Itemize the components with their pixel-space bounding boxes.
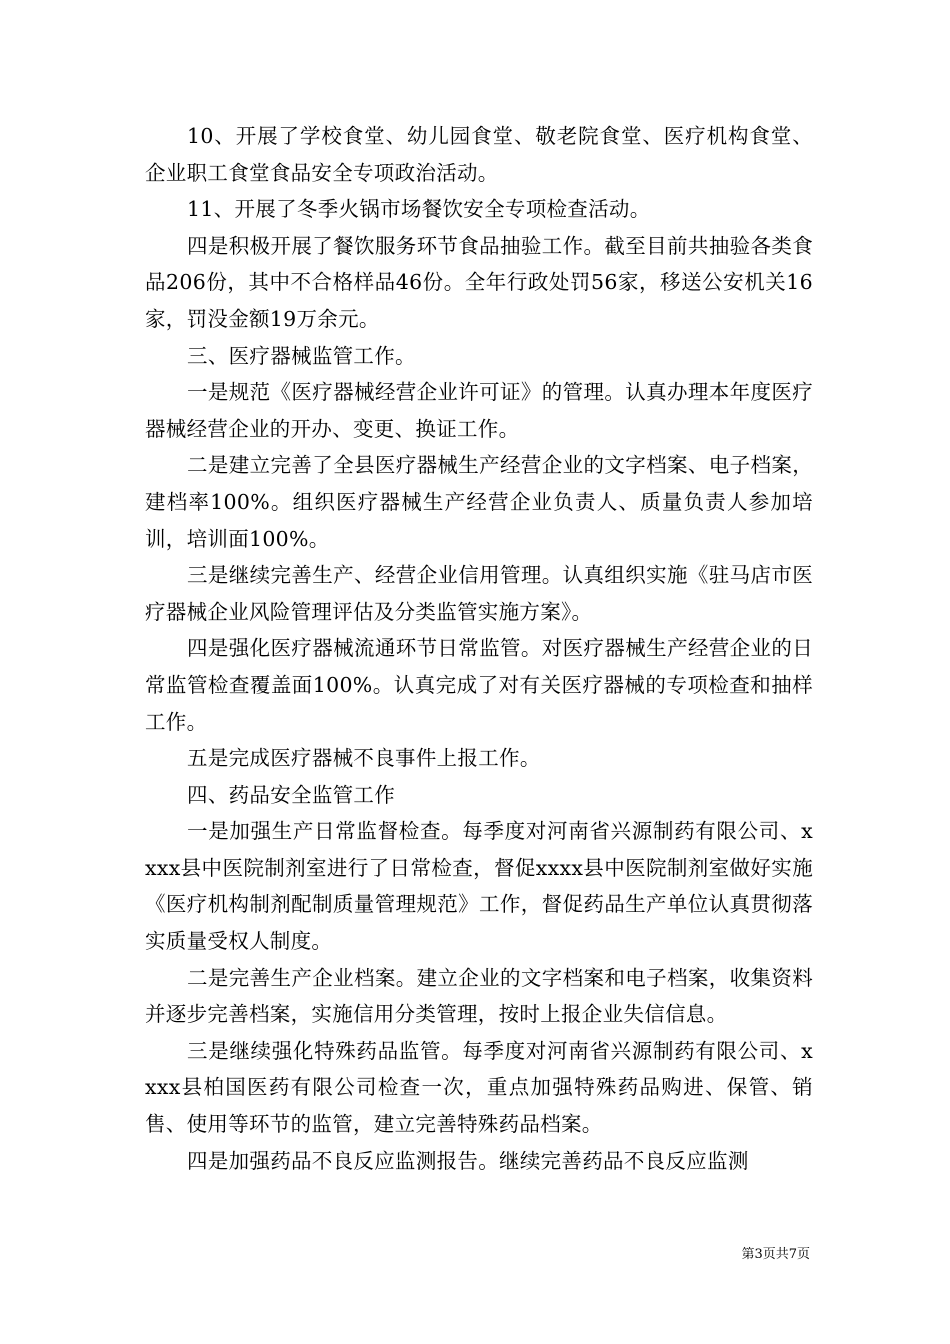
paragraph-food-sampling: 四是积极开展了餐饮服务环节食品抽验工作。截至目前共抽验各类食品206份，其中不合格样品46份。全年行政处罚56家，移送公安机关16家，罚没金额19万余元。 [145, 233, 813, 331]
paragraph-item-11: 11、开展了冬季火锅市场餐饮安全专项检查活动。 [187, 197, 651, 222]
section-heading-drug-safety: 四、药品安全监管工作 [187, 782, 396, 807]
paragraph-circulation-supervision: 四是强化医疗器械流通环节日常监管。对医疗器械生产经营企业的日常监管检查覆盖面100%。认真完成了对有关医疗器械的专项检查和抽样工作。 [145, 636, 813, 734]
paragraph-enterprise-archives: 二是完善生产企业档案。建立企业的文字档案和电子档案，收集资料并逐步完善档案，实施信用分类管理，按时上报企业失信信息。 [145, 965, 813, 1027]
paragraph-device-archives: 二是建立完善了全县医疗器械生产经营企业的文字档案、电子档案，建档率100%。组织医疗器械生产经营企业负责人、质量负责人参加培训，培训面100%。 [145, 453, 813, 551]
paragraph-adverse-events: 五是完成医疗器械不良事件上报工作。 [187, 746, 541, 771]
paragraph-special-drugs: 三是继续强化特殊药品监管。每季度对河南省兴源制药有限公司、xxxx县柏国医药有限公司检查一次，重点加强特殊药品购进、保管、销售、使用等环节的监管，建立完善特殊药品档案。 [145, 1038, 813, 1137]
paragraph-item-10: 10、开展了学校食堂、幼儿园食堂、敬老院食堂、医疗机构食堂、企业职工食堂食品安全专项政治活动。 [145, 124, 813, 185]
paragraph-production-inspection: 一是加强生产日常监督检查。每季度对河南省兴源制药有限公司、xxxx县中医院制剂室进行了日常检查，督促xxxx县中医院制剂室做好实施《医疗机构制剂配制质量管理规范》工作，督促药品生产单位认真贯彻落实质量受权人制度。 [145, 819, 813, 954]
page-number: 第3页共7页 [741, 1247, 810, 1262]
section-heading-medical-devices: 三、医疗器械监管工作。 [187, 343, 416, 368]
paragraph-credit-management: 三是继续完善生产、经营企业信用管理。认真组织实施《驻马店市医疗器械企业风险管理评估及分类监管实施方案》。 [145, 563, 813, 624]
paragraph-adverse-reaction: 四是加强药品不良反应监测报告。继续完善药品不良反应监测 [187, 1148, 749, 1173]
paragraph-device-license: 一是规范《医疗器械经营企业许可证》的管理。认真办理本年度医疗器械经营企业的开办、变更、换证工作。 [145, 380, 813, 441]
document-body [145, 118, 813, 1179]
